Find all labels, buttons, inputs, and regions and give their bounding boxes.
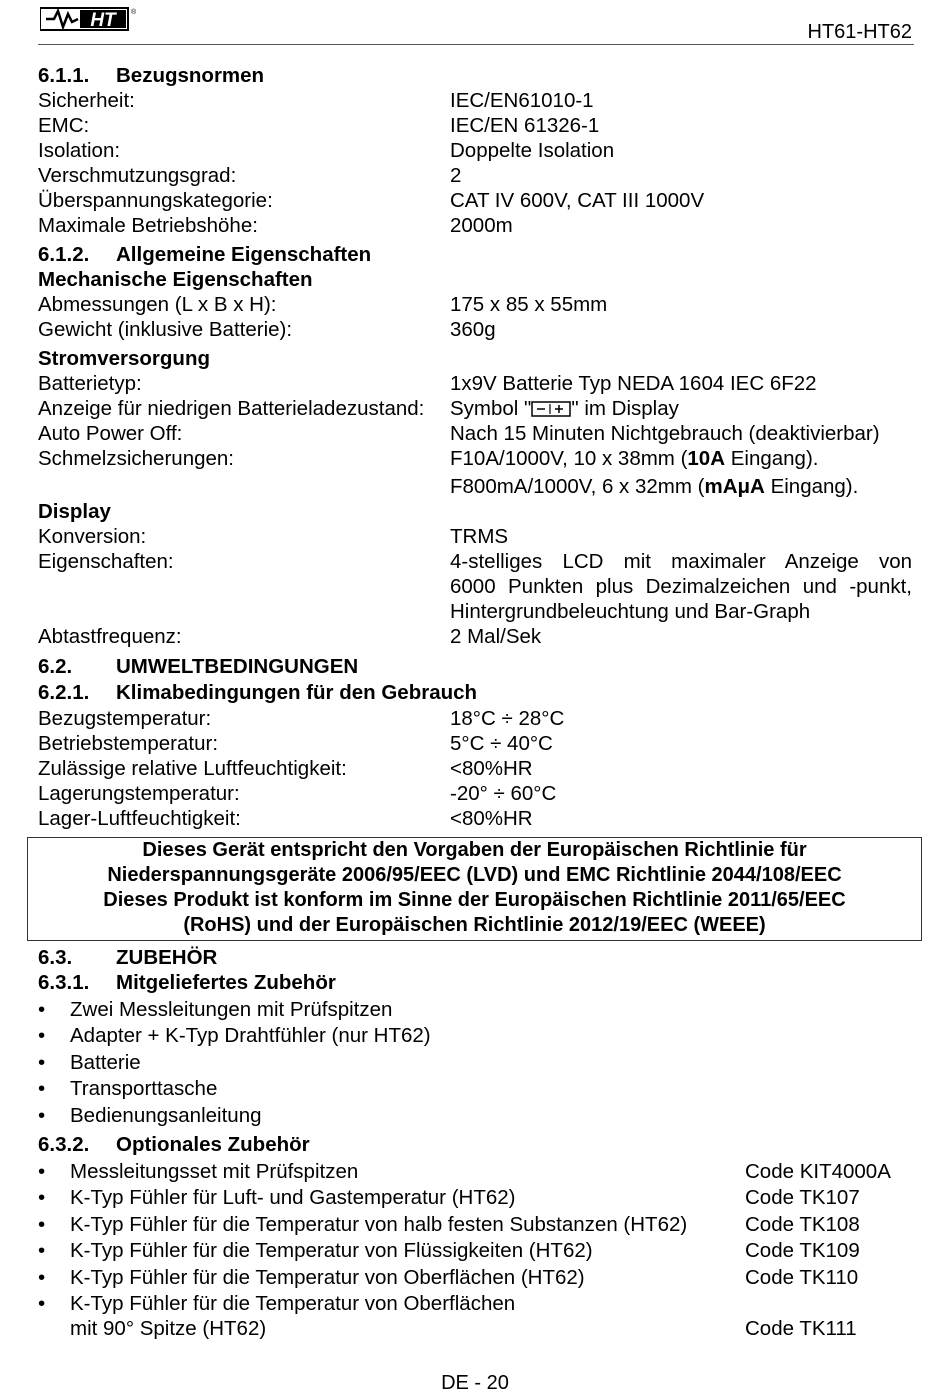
list-item-text: Messleitungsset mit Prüfspitzen xyxy=(70,1160,359,1183)
spec-value-low-battery xyxy=(450,396,679,421)
product-code: Code TK111 xyxy=(745,1317,857,1340)
list-item-text: mit 90° Spitze (HT62) xyxy=(70,1317,267,1340)
product-code: Code TK109 xyxy=(745,1239,860,1262)
spec-value: IEC/EN 61326-1 xyxy=(450,114,600,137)
spec-label: Zulässige relative Luftfeuchtigkeit: xyxy=(38,757,347,780)
bullet-icon: • xyxy=(38,1104,46,1127)
spec-label: Maximale Betriebshöhe: xyxy=(38,214,258,237)
notice-line: Dieses Produkt ist konform im Sinne der Europäischen Richtlinie 2011/65/EEC xyxy=(103,889,846,911)
spec-label: Konversion: xyxy=(38,525,147,548)
bullet-icon: • xyxy=(38,1051,46,1074)
list-item-text: K-Typ Fühler für die Temperatur von Flüssigkeiten (HT62) xyxy=(70,1239,593,1262)
spec-value-fuse-1 xyxy=(450,446,818,471)
subheading-display: Display xyxy=(38,500,111,523)
spec-value-fuse-2 xyxy=(450,474,858,499)
bullet-icon: • xyxy=(38,1024,46,1047)
section-title: Bezugsnormen xyxy=(116,64,265,87)
list-item-text: K-Typ Fühler für die Temperatur von Oberflächen xyxy=(70,1292,516,1315)
spec-label: Anzeige für niedrigen Batterieladezustand: xyxy=(38,397,425,420)
spec-label: Eigenschaften: xyxy=(38,550,174,573)
product-code: Code KIT4000A xyxy=(745,1160,891,1183)
spec-value: 175 x 85 x 55mm xyxy=(450,293,608,316)
list-item-text: Bedienungsanleitung xyxy=(70,1104,262,1127)
spec-value: CAT IV 600V, CAT III 1000V xyxy=(450,189,705,212)
section-heading-6-3-1 xyxy=(38,970,336,995)
low-battery-text-post: " im Display xyxy=(571,397,679,420)
spec-value: <80%HR xyxy=(450,757,533,780)
compliance-notice-box xyxy=(27,837,922,941)
spec-value: 2 Mal/Sek xyxy=(450,625,542,648)
section-heading-6-1-2 xyxy=(38,242,371,267)
notice-line: Niederspannungsgeräte 2006/95/EEC (LVD) und EMC Richtlinie 2044/108/EEC xyxy=(107,864,842,886)
section-heading-6-2 xyxy=(38,654,358,679)
ht-logo xyxy=(40,6,136,32)
spec-value-properties xyxy=(450,549,912,624)
spec-label: Sicherheit: xyxy=(38,89,135,112)
spec-value: <80%HR xyxy=(450,807,533,830)
page-number: DE - 20 xyxy=(441,1372,509,1394)
bullet-icon: • xyxy=(38,1077,46,1100)
text-line: Hintergrundbeleuchtung und Bar-Graph xyxy=(450,600,811,623)
spec-label: EMC: xyxy=(38,114,90,137)
section-title: ZUBEHÖR xyxy=(116,946,218,969)
spec-value: Doppelte Isolation xyxy=(450,139,615,162)
product-code: Code TK110 xyxy=(745,1266,859,1289)
fuse-input-label: 10A xyxy=(687,447,726,470)
section-number: 6.1.2. xyxy=(38,243,90,266)
battery-icon xyxy=(531,401,571,417)
svg-text:®: ® xyxy=(131,9,136,16)
fuse-text: F800mA/1000V, 6 x 32mm ( xyxy=(450,475,705,498)
spec-value: 2 xyxy=(450,164,462,187)
bullet-icon: • xyxy=(38,1160,46,1183)
text-line: 6000 Punkten plus Dezimalzeichen und -punkt, xyxy=(450,575,912,598)
spec-label: Lagerungstemperatur: xyxy=(38,782,240,805)
bullet-icon: • xyxy=(38,1266,46,1289)
spec-label: Abmessungen (L x B x H): xyxy=(38,293,277,316)
list-item-text: Batterie xyxy=(70,1051,141,1074)
product-code: Code TK108 xyxy=(745,1213,860,1236)
notice-line: Dieses Gerät entspricht den Vorgaben der Europäischen Richtlinie für xyxy=(142,839,807,861)
spec-label: Bezugstemperatur: xyxy=(38,707,212,730)
subheading-mechanical: Mechanische Eigenschaften xyxy=(38,268,313,291)
section-title: UMWELTBEDINGUNGEN xyxy=(116,655,359,678)
spec-label: Betriebstemperatur: xyxy=(38,732,219,755)
section-number: 6.2. xyxy=(38,655,73,678)
spec-value: TRMS xyxy=(450,525,509,548)
text-line: 4-stelliges LCD mit maximaler Anzeige von xyxy=(450,550,912,573)
section-title: Allgemeine Eigenschaften xyxy=(116,243,372,266)
product-code: Code TK107 xyxy=(745,1186,860,1209)
spec-value: 360g xyxy=(450,318,496,341)
spec-value: 18°C ÷ 28°C xyxy=(450,707,565,730)
list-item-text: K-Typ Fühler für Luft- und Gastemperatur (HT62) xyxy=(70,1186,516,1209)
notice-line: (RoHS) und der Europäischen Richtlinie 2012/19/EEC (WEEE) xyxy=(183,914,766,936)
list-item-text: Adapter + K-Typ Drahtfühler (nur HT62) xyxy=(70,1024,431,1047)
section-number: 6.3.1. xyxy=(38,971,90,994)
section-title: Optionales Zubehör xyxy=(116,1133,310,1156)
page-header xyxy=(38,6,914,45)
spec-value: Nach 15 Minuten Nichtgebrauch (deaktivierbar) xyxy=(450,422,880,445)
spec-value: 5°C ÷ 40°C xyxy=(450,732,553,755)
bullet-icon: • xyxy=(38,1292,46,1315)
list-item-text: K-Typ Fühler für die Temperatur von halb festen Substanzen (HT62) xyxy=(70,1213,688,1236)
fuse-text: F10A/1000V, 10 x 38mm ( xyxy=(450,447,688,470)
bullet-icon: • xyxy=(38,1213,46,1236)
spec-label: Schmelzsicherungen: xyxy=(38,447,234,470)
spec-value: 1x9V Batterie Typ NEDA 1604 IEC 6F22 xyxy=(450,372,817,395)
spec-label: Lager-Luftfeuchtigkeit: xyxy=(38,807,241,830)
spec-label: Überspannungskategorie: xyxy=(38,189,273,212)
logo-text: HT xyxy=(90,10,116,31)
section-number: 6.1.1. xyxy=(38,64,90,87)
bullet-icon: • xyxy=(38,1239,46,1262)
spec-label: Abtastfrequenz: xyxy=(38,625,182,648)
spec-label: Auto Power Off: xyxy=(38,422,183,445)
fuse-text: Eingang). xyxy=(764,475,859,498)
fuse-text: Eingang). xyxy=(725,447,819,470)
document-id: HT61-HT62 xyxy=(807,21,912,43)
spec-value: IEC/EN61010-1 xyxy=(450,89,594,112)
bullet-icon: • xyxy=(38,998,46,1021)
subheading-power-supply: Stromversorgung xyxy=(38,347,210,370)
section-heading-6-3 xyxy=(38,945,217,970)
section-heading-6-3-2 xyxy=(38,1132,310,1157)
spec-label: Verschmutzungsgrad: xyxy=(38,164,237,187)
bullet-icon: • xyxy=(38,1186,46,1209)
spec-value: 2000m xyxy=(450,214,513,237)
list-item-text: Transporttasche xyxy=(70,1077,218,1100)
section-number: 6.2.1. xyxy=(38,681,90,704)
spec-label: Gewicht (inklusive Batterie): xyxy=(38,318,293,341)
fuse-input-label: mAμA xyxy=(704,475,765,498)
section-title: Mitgeliefertes Zubehör xyxy=(116,971,336,994)
list-item-text: Zwei Messleitungen mit Prüfspitzen xyxy=(70,998,393,1021)
list-item-text: K-Typ Fühler für die Temperatur von Oberflächen (HT62) xyxy=(70,1266,585,1289)
spec-label: Isolation: xyxy=(38,139,121,162)
spec-label: Batterietyp: xyxy=(38,372,142,395)
low-battery-text-pre: Symbol " xyxy=(450,397,532,420)
section-heading-6-1-1 xyxy=(38,63,264,88)
section-title: Klimabedingungen für den Gebrauch xyxy=(116,681,478,704)
section-number: 6.3. xyxy=(38,946,73,969)
section-heading-6-2-1 xyxy=(38,680,477,705)
section-number: 6.3.2. xyxy=(38,1133,90,1156)
spec-value: -20° ÷ 60°C xyxy=(450,782,557,805)
